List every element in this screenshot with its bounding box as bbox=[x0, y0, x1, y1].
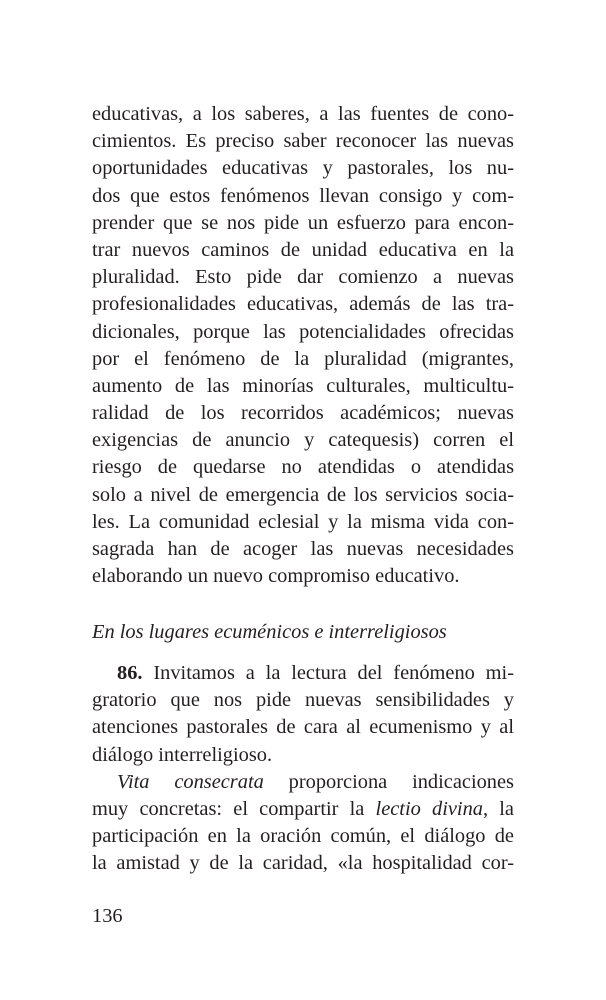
text-line: la amistad y de la caridad, «la hospitalidad cor- bbox=[92, 852, 514, 875]
text-line: solo a nivel de emergencia de los servicios socia- bbox=[92, 483, 514, 506]
text-run: , la bbox=[482, 797, 514, 820]
document-title-italic: Vita consecrata bbox=[117, 770, 264, 793]
text-line: pluralidad. Esto pide dar comienzo a nuevas bbox=[92, 266, 514, 289]
text-line bbox=[92, 796, 514, 823]
text-line: oportunidades educativas y pastorales, los nu- bbox=[92, 157, 514, 180]
numbered-paragraph bbox=[92, 660, 514, 878]
text-line: elaborando un nuevo compromiso educativo. bbox=[92, 565, 460, 588]
page-number: 136 bbox=[92, 905, 123, 927]
body-paragraph bbox=[92, 101, 514, 590]
text-line: cimientos. Es preciso saber reconocer las nuevas bbox=[92, 130, 514, 153]
text-line: les. La comunidad eclesial y la misma vida con- bbox=[92, 510, 514, 533]
text-line: participación en la oración común, el diálogo de bbox=[92, 825, 514, 848]
text-line: diálogo interreligioso. bbox=[92, 743, 273, 766]
text-line bbox=[92, 769, 514, 796]
text-line: prender que se nos pide un esfuerzo para encon- bbox=[92, 211, 514, 234]
text-line: dicionales, porque las potencialidades ofrecidas bbox=[92, 320, 514, 343]
text-line: gratorio que nos pide nuevas sensibilidades y bbox=[92, 689, 514, 712]
text-run: Invitamos a la lectura del fenómeno mi- bbox=[142, 662, 514, 684]
text-line: educativas, a los saberes, a las fuentes de cono- bbox=[92, 103, 514, 125]
latin-term-italic: lectio divina bbox=[375, 797, 483, 820]
text-line: riesgo de quedarse no atendidas o atendidas bbox=[92, 456, 514, 479]
text-line: trar nuevos caminos de unidad educativa en la bbox=[92, 238, 514, 261]
text-line: ralidad de los recorridos académicos; nuevas bbox=[92, 402, 514, 425]
text-run: muy concretas: el compartir la bbox=[92, 797, 376, 820]
text-line: sagrada han de acoger las nuevas necesidades bbox=[92, 538, 514, 560]
text-line: profesionalidades educativas, además de las tra- bbox=[92, 293, 514, 316]
section-heading: En los lugares ecuménicos e interreligiosos bbox=[92, 621, 447, 643]
text-line: exigencias de anuncio y catequesis) corren el bbox=[92, 429, 514, 452]
text-line: por el fenómeno de la pluralidad (migrantes, bbox=[92, 347, 514, 370]
text-line: atenciones pastorales de cara al ecumenismo y al bbox=[92, 716, 514, 739]
paragraph-number: 86. bbox=[117, 662, 143, 684]
text-line: aumento de las minorías culturales, multicultu- bbox=[92, 374, 514, 397]
text-line bbox=[92, 660, 514, 687]
text-line: dos que estos fenómenos llevan consigo y com- bbox=[92, 184, 514, 207]
text-run: proporciona indicaciones bbox=[263, 770, 514, 793]
